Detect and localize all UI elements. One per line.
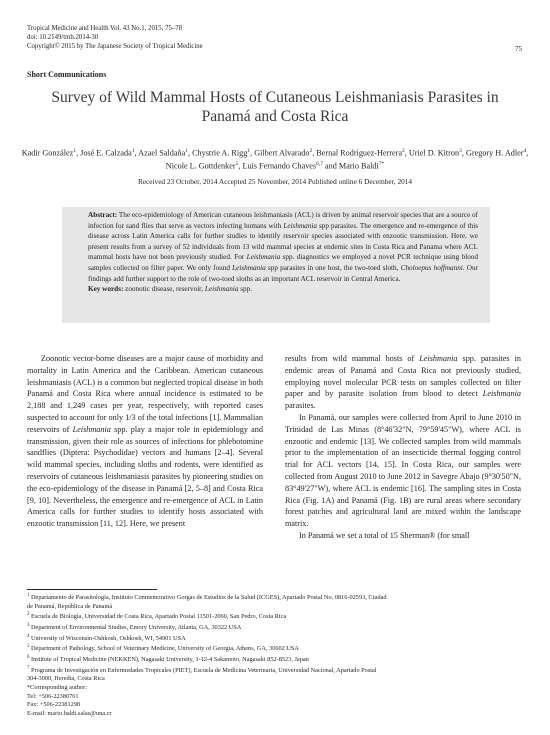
abstract-fragment: The eco-epidemiology of American cutaneous leishmaniasis (ACL) is driven by animal reservoir species that are a source of infection for sand flies that serve as vectors infecting humans with	[88, 211, 478, 230]
author-affiliation-marker: 3	[459, 148, 462, 154]
author-affiliation-marker: 1	[73, 148, 77, 154]
text-fragment: spp. parasites in endemic areas of Panamá and Costa Rica not previously studied, employing novel molecular PCR tests on samples collected on filter paper and by parasite isolation from blood to detect	[285, 354, 521, 399]
footnote-text: Tel: +506-22380761	[27, 692, 79, 700]
keywords	[88, 284, 478, 295]
footnote-text: *Corresponding author:	[27, 684, 87, 691]
author-name: Luis Fernando Chaves	[242, 161, 317, 171]
abstract-fragment: spp parasites in one host, the two-toed sloth,	[265, 263, 401, 272]
footnote-line	[27, 710, 527, 719]
author-affiliation-marker: 4	[523, 148, 527, 154]
footnote-marker: 6	[27, 655, 30, 661]
body-paragraph	[27, 353, 263, 530]
author-name: Gregory H. Adler	[465, 148, 524, 158]
author-name: Azael Saldaña	[138, 148, 186, 158]
author-affiliation-marker: 1	[131, 148, 135, 154]
body-column-right	[285, 353, 521, 542]
author-name: José E. Calzada	[80, 148, 132, 158]
copyright: Copyright© 2015 by The Japanese Society of Tropical Medicine	[27, 43, 203, 50]
footnote-text: Escuela de Biología, Universidad de Costa Rica, Apartado Postal 11501-2060, San Pedro, Costa Rica	[29, 613, 287, 621]
footnote-text: E-mail: mario.baldi.salas@una.cr	[27, 709, 112, 717]
text-fragment: spp. play a major role in epidemiology and transmission, given their role as sources of infections for phlebotomine sandflies (Diptera: Psychodidae) vectors and humans [2–4]. Several wild mammal species, including sloths and rodents, were identified as reservoirs of cutaneous leishmaniasis parasites by pioneering studies on the eco-epidemiology of the disease in Panamá [2, 5–8] and Costa Rica [9, 10]. Nevertheless, the emergence and re-emergence of ACL in Latin America calls for further studies to identify hosts associated with enzootic transmission [11, 12]. Here, we present	[27, 424, 263, 529]
footnote-marker: 7	[27, 665, 30, 671]
author-affiliation-marker: 6,7	[316, 160, 323, 167]
italic-fragment: Leishmania	[72, 424, 111, 434]
footnote-text: Departamento de Parasitología, Instituto Conmemorativo Gorgas de Estudios de la Salud (ICGES), Apartado Postal No. 0816-02593, Ciudad	[29, 594, 387, 602]
abstract-fragment: spp. diagnostics we employed a novel PCR technique using blood samples collected on filter paper. We only found	[88, 253, 478, 272]
body-paragraph: In Panamá we set a total of 15 Sherman® (for small	[299, 530, 470, 540]
author-name: Uriel D. Kitron	[408, 148, 460, 158]
footnote-text: Fax: +506-22381298	[27, 701, 81, 709]
keywords-text: zoonotic disease, reservoir,	[123, 285, 205, 294]
body-column-left	[27, 353, 263, 530]
abstract-fragment: Our findings add further support to the role of two-toed sloths as an important ACL reservoir in Central America.	[88, 263, 478, 283]
footnote-line	[27, 654, 527, 665]
italic-fragment: Leishmania	[419, 354, 458, 363]
footnote-line	[27, 643, 527, 654]
abstract-italic: Leishmania	[232, 263, 266, 272]
italic-fragment: Leishmania	[482, 389, 521, 399]
footnote-text: Programa de Investigación en Enfermedades Tropicales (PIET), Escuela de Medicina Veterinaria, Universidad Nacional, Apartado Postal	[29, 666, 377, 674]
abstract-italic: Leishmania	[283, 221, 317, 230]
footnote-line	[27, 592, 527, 603]
page-number: 75	[515, 45, 522, 53]
author-affiliation-marker: 7*	[378, 160, 385, 167]
author-affiliation-marker: 1	[247, 148, 251, 154]
author-affiliation-marker: 2	[402, 148, 405, 154]
abstract-fragment: spp parasites. The emergence and re-emergence of this disease across Latin America calls for further studies to identify reservoir species associated with enzootic transmission. Here, we present results from a survey of 52 individuals from 13 wild mammal species at endemic sites in Costa Rica and Panama where ACL mammal hosts have not been previously studied. For	[88, 221, 478, 262]
footnote-divider	[27, 589, 157, 590]
text-fragment: results from wild mammal hosts of	[285, 354, 420, 363]
article-title	[20, 88, 530, 126]
doi: doi: 10.2149/tmh.2014-30	[27, 34, 99, 41]
footnote-text: Institute of Tropical Medicine (NEKKEN), Nagasaki University, 1-12-4 Sakamoto, Nagasaki 852-8523, Japan	[29, 656, 309, 664]
footnote-text: 304-3000, Heredia, Costa Rica	[27, 675, 105, 683]
footnote-marker: 4	[27, 633, 30, 639]
author-name: Kadir González	[21, 148, 74, 158]
footnote-text: University of Wisconsin-Oshkosh, Oshkosh, WI, 54901 USA	[29, 634, 186, 642]
abstract-italic: Leishmania	[246, 253, 281, 262]
author-affiliation-marker: 1	[185, 148, 188, 154]
text-fragment: parasites.	[285, 401, 316, 411]
footnote-text: Department of Pathology, School of Veterinary Medicine, University of Georgia, Athens, GA, 30602 USA	[29, 645, 299, 653]
abstract-italic: Choloepus hoffmanni.	[400, 263, 465, 272]
title-line-1: Survey of Wild Mammal Hosts of Cutaneous Leishmaniasis Parasites in	[51, 89, 499, 106]
author-affiliation-marker: 5	[235, 160, 239, 167]
received-dates: Received 23 October, 2014 Accepted 25 November, 2014 Published online 6 December, 2014	[137, 177, 413, 186]
footnote-line	[27, 622, 527, 633]
footnote-line	[27, 611, 527, 622]
section-label: Short Communications	[27, 70, 107, 79]
footnote-text: de Panamá, República de Panamá	[27, 602, 113, 610]
footnote-line	[27, 665, 527, 676]
author-name: Gilbert Alvarado	[254, 148, 310, 158]
footnote-marker: 3	[27, 622, 30, 628]
footnote-line	[27, 603, 527, 612]
title-line-2: Panamá and Costa Rica	[201, 108, 349, 125]
body-paragraph: In Panamá, our samples were collected from April to June 2010 in Trinidad de Las Minas (8°46'32"N, 79°59'45"W), where ACL is enzootic and endemic [13]. We collected samples from wild mammals prior to the implementation of an insecticide thermal fogging control trial for ACL vectors [14, 15]. In Costa Rica, our samples were collected from August 2010 to June 2012 in Savegre Abajo (9°30'50"N, 83°49'27"W), where ACL is endemic [16]. The sampling sites in Costa Rica (Fig. 1A) and Panamá (Fig. 1B) are rural areas where secondary forest patches and agricultural land are mixed within the landscape matrix.	[285, 412, 521, 529]
keywords-italic: Leishmania	[204, 285, 239, 294]
author-affiliation-marker: 2	[309, 148, 313, 154]
footnote-marker: 5	[27, 644, 30, 650]
footnote-line	[27, 675, 527, 684]
footnote-marker: 1	[27, 593, 30, 598]
footnote-line	[27, 633, 527, 644]
abstract-label: Abstract:	[88, 211, 118, 219]
keywords-label: Key words:	[88, 285, 124, 294]
footnote-line	[27, 701, 527, 710]
author-name: Chystrie A. Rigg	[192, 148, 248, 158]
author-list: Kadir González$^1$, José E. Calzada$^1$, Azael Saldaña$^1$, Chystrie A. Rigg$^1$, Gilbert Alvarado$^2$, Bernal Rodríguez-Herrera$^2$, Uriel D. Kitron$^3$, Gregory H. Adler$^4$, Nicole L. Gottdenker$^5$, Luis Fernando Chaves$^{6,7}$ and Mario Baldi$^{7*}$	[21, 148, 529, 171]
author-name: Mario Baldi	[338, 161, 379, 171]
footnotes	[27, 592, 527, 718]
abstract-text	[62, 207, 490, 295]
journal-citation: Tropical Medicine and Health Vol. 43 No.1, 2015, 75–78	[27, 25, 183, 32]
abstract-box	[62, 207, 490, 323]
footnote-text: Department of Environmental Studies, Emory University, Atlanta, GA, 30322 USA	[29, 624, 242, 632]
body-paragraph	[285, 353, 521, 412]
footnote-line	[27, 684, 527, 693]
author-name: Bernal Rodríguez-Herrera	[316, 148, 402, 158]
keywords-end: spp.	[238, 285, 253, 294]
footnote-marker: 2	[27, 612, 30, 618]
author-name: Nicole L. Gottdenker	[165, 161, 236, 171]
footnote-line	[27, 693, 527, 702]
text-fragment: Zoonotic vector-borne diseases are a major cause of morbidity and mortality in Latin America and the Caribbean. American cutaneous leishmaniasis (ACL) is a common but neglected tropical disease in both Panamá and Costa Rica where annual incidence is estimated to be 2,188 and 1,249 cases per year, respectively, with reported cases suspected to account for only 1/3 of the total infections [1]. Mammalian reservoirs of	[27, 354, 263, 434]
